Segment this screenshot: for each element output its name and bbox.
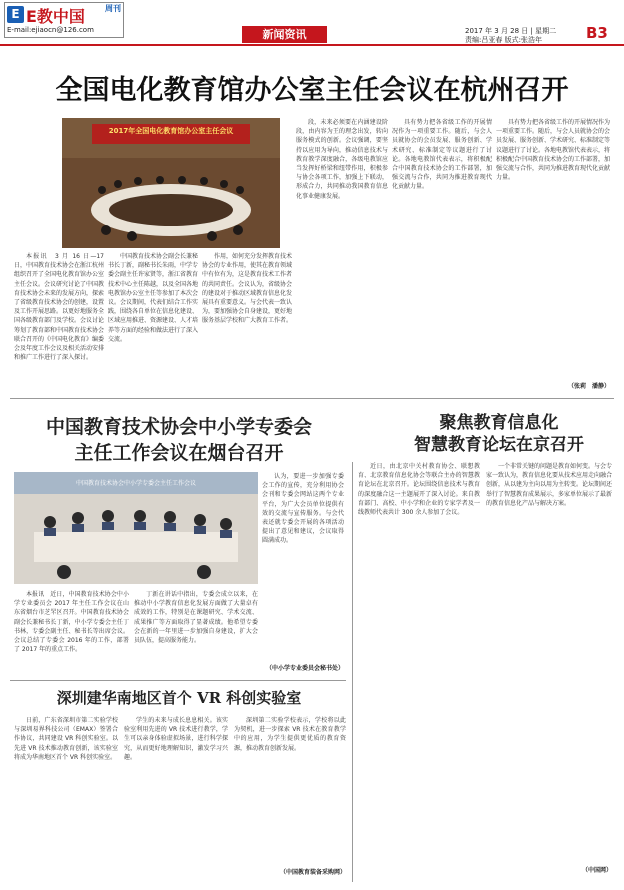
article2-col3-text: 认为，要进一步加强专委会工作的宣传，充分利用协会会刊和专委会网站这两个专业平台，为广大会员单位提供有效的交流与宣传服务。与会代表还就专委会开展的各项活动提出了意见和建议，会议取得圆满成功。 — [262, 473, 344, 545]
logo-title: E教中国 — [26, 7, 85, 26]
article4-col1-text: 日前，广东省深圳市第二实验学校与深圳易界科技公司（EMAX）签署合作协议，共同建设 VR 科创实验室。以先进 VR 技术推动教育创新，该实验室将成为华南地区首个 VR 科创实验室。 — [14, 717, 118, 761]
article1-photo-banner: 2017年全国电化教育馆办公室主任会议 — [108, 127, 234, 135]
article1-col3-text: 作用，如何充分发挥教育技术协会的专业作用，使其在教育领域中有位有为，这是教育技术工作者的共同责任。会议认为，省级协会的建设对于推动区域教育信息化发展具有重要意义。与会代表一致认为，要加强协会自身建设，更好地服务基层学校和广大教育工作者。 — [202, 253, 292, 325]
newspaper-logo — [4, 2, 124, 38]
logo-e-icon: E — [7, 6, 24, 23]
article4-col1 — [14, 716, 118, 880]
article1-col1 — [14, 252, 104, 392]
article2-signature: （中小学专业委员会秘书处） — [265, 665, 344, 672]
article4-signature: （中国教育装备采购网） — [279, 869, 346, 876]
article3-col2 — [486, 462, 612, 862]
article1-col6 — [496, 118, 610, 380]
article2-title-line2: 主任工作会议在烟台召开 — [74, 442, 284, 464]
page-number: B3 — [586, 24, 608, 42]
article2-photo — [14, 472, 258, 584]
logo-week-label: 周刊 — [105, 4, 121, 13]
article3-title-line2: 智慧教育论坛在京召开 — [414, 435, 584, 455]
section-tag: 新闻资讯 — [242, 26, 327, 43]
article1-col6-text: 具有势力把各省级工作的开展情况作为一项重要工作。随后，与会人员就协会的会员发展、服务创新、学术研究、标准制定等议题进行了讨论。各地电教馆代表表示，将积极配合中国教育技术协会的工作部署，加强交流与合作，共同为推进教育现代化贡献力量。 — [496, 119, 610, 182]
article1-col2 — [108, 252, 198, 392]
article2-col1 — [14, 590, 129, 662]
article3-signature: （中国网） — [581, 867, 612, 874]
article1-title: 全国电化教育馆办公室主任会议在杭州召开 — [55, 75, 569, 106]
header-rule — [0, 44, 624, 46]
article1-col2-text: 中国教育技术协会副会长兼秘书长丁新，副秘书长朱雨，中学专委会副主任许家贤等，浙江省教育技术中心主任陈越，以及全国各地电教馆办公室主任等参加了本次会议。会议期间，代表们结合工作实践，围绕各自单位在信息化建设、区域应用推进、资源建设、人才培养等方面的经验和做法进行了深入交流。 — [108, 253, 198, 343]
article4-col2 — [124, 716, 228, 880]
article4-col3 — [234, 716, 346, 866]
article4-divider — [10, 680, 346, 681]
article2-photo-banner: 中国教育技术协会中小学专委会主任工作会议 — [75, 480, 196, 487]
article3-col1-text: 近日，由北京中关村教育协会、联想教育、北京教育信息化协会等联合主办的智慧教育论坛在北京召开。论坛围绕信息技术与教育的深度融合这一主题展开了深入讨论。来自教育部门、高校、中小学和企业的专家学者及一线教师代表共计 300 余人参加了会议。 — [358, 463, 480, 517]
conference-photo-image — [62, 118, 280, 248]
article3-title — [384, 412, 614, 456]
editor-credit: 责编:吕亚春 版式:张浩年 — [465, 36, 542, 44]
article3-title-line1: 聚焦教育信息化 — [439, 413, 559, 433]
article2-col2 — [134, 590, 258, 662]
article1-col1-text: 本报讯 3 月 16 日—17 日，中国教育技术协会在浙江杭州组织召开了全国电化教育馆办公室主任会议。会议研究讨论了中国教育技术协会未来的发展方向，探索了省级教育技术协会的创建，设置及工作开展思路。以更好地服务全国各级教育部门及学校。会议讨论筹划了教育部和中国教育技术协会联合召开的《中国电化教育》编委会及年度工作会议及相关活动安排和推广工作进行了深入探讨。 — [14, 253, 104, 362]
article2-col3 — [262, 472, 344, 662]
meeting-photo-image — [14, 472, 258, 584]
masthead — [0, 0, 624, 44]
article4-title: 深圳建华南地区首个 VR 科创实验室 — [56, 689, 302, 707]
logo-email: E-mail:ejiaocn@126.com — [7, 26, 94, 34]
article3-col2-text: 一个非常关键的问题是教育如何变。与会专家一致认为，教育信息化要从技术应用走向融合创新，从以建为主向以用为主转变。论坛期间还举行了智慧教育成果展示，多家单位展示了最新的教育信息化产品与解决方案。 — [486, 463, 612, 507]
article1-col5 — [392, 118, 492, 392]
article1-signature: （张莉 潘静） — [567, 383, 610, 390]
article1-photo — [62, 118, 280, 248]
article2-title — [14, 414, 344, 466]
article1-col5-text: 具有势力把各省级工作的开展情况作为一项重要工作。随后，与会人员就协会的会员发展、服务创新、学术研究、标准制定等议题进行了讨论。各地电教馆代表表示，将积极配合中国教育技术协会的工作部署，加强交流与合作，共同为推进教育现代化贡献力量。 — [392, 119, 492, 191]
article1-col4 — [296, 118, 388, 392]
article2-col1-text: 本报讯 近日，中国教育技术协会中小学专业委员会 2017 年主任工作会议在山东省烟台市芝罘区召开。中国教育技术协会副会长兼秘书长丁新，中小学专委会主任丁书林，专委会副主任、秘书长等出席会议。会议总结了专委会 2016 年的工作，部署了 2017 年的重点工作。 — [14, 591, 129, 654]
article4-col2-text: 学生的未来与成长息息相关。该实验室利用先进的 VR 技术进行教学，学生可以亲身体验虚拟场景，进行科学探究，从而更好地理解知识，激发学习兴趣。 — [124, 717, 228, 761]
section-divider — [10, 398, 614, 399]
column-divider — [352, 462, 353, 882]
article1-col3 — [202, 252, 292, 392]
article1-col4-text: 段，未来必须要在内涵建设阶段，由内容为王的理念出发，转向服务模式的创新。会议强调，要坚持以应用为导向，推动信息技术与教育教学深度融合，各级电教馆应当发挥好桥梁和纽带作用，积极参与协会各项工作，加强上下联动，形成合力，共同推动我国教育信息化事业健康发展。 — [296, 119, 388, 200]
article2-title-line1: 中国教育技术协会中小学专委会 — [45, 416, 312, 438]
issue-date: 2017 年 3 月 28 日 | 星期二 — [465, 27, 557, 35]
article4-col3-text: 深圳第二实验学校表示，学校将以此为契机，进一步探索 VR 技术在教育教学中的应用，为学生提供更优质的教育资源，推动教育创新发展。 — [234, 717, 346, 752]
article2-col2-text: 丁新在讲话中指出，专委会成立以来，在推动中小学教育信息化发展方面做了大量卓有成效的工作，特别是在课题研究、学术交流、成果推广等方面取得了显著成绩。他希望专委会在新的一年里进一步加强自身建设，扩大会员队伍，提高服务能力。 — [134, 591, 258, 645]
article3-col1 — [358, 462, 480, 874]
